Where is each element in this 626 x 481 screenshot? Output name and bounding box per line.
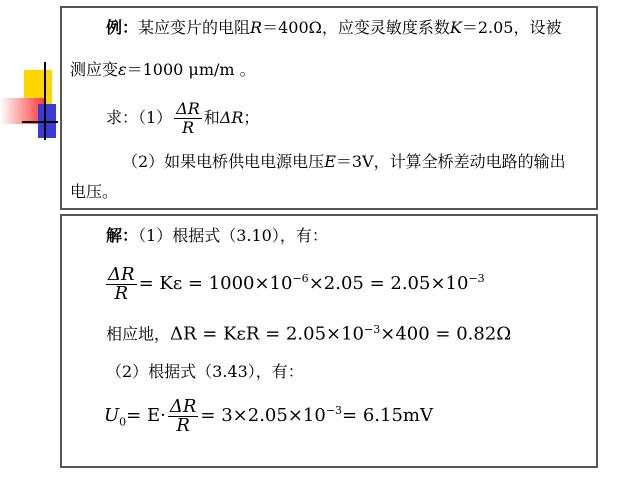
fraction-denominator: R bbox=[181, 118, 195, 137]
problem-text: 测应变 bbox=[70, 60, 119, 79]
deco-horizontal-line bbox=[22, 121, 58, 123]
fraction-denominator: R bbox=[114, 282, 129, 304]
fraction-dR-R bbox=[168, 395, 199, 436]
exponent: −6 bbox=[292, 272, 309, 285]
problem-text: （2）如果电桥供电电源电压 bbox=[122, 152, 325, 171]
fraction-numerator: ΔR bbox=[176, 99, 200, 118]
solution-text: （2）根据式（3.43），有： bbox=[106, 362, 304, 381]
var-epsilon: ε bbox=[118, 60, 127, 79]
equation-text: ×2.05 = 2.05×10 bbox=[308, 273, 469, 294]
solution-text: （1）根据式（3.10），有： bbox=[138, 226, 328, 245]
problem-text: 和 bbox=[203, 108, 220, 127]
var-R: R bbox=[250, 18, 263, 37]
fraction-denominator: R bbox=[176, 414, 190, 436]
var-dR: ΔR bbox=[219, 108, 244, 127]
equation-text: = 3×2.05×10 bbox=[200, 405, 326, 426]
problem-line-2 bbox=[70, 60, 256, 80]
var-K: K bbox=[449, 18, 462, 37]
problem-line-5 bbox=[70, 182, 118, 202]
problem-text: 某应变片的电阻 bbox=[138, 18, 251, 37]
equation-1 bbox=[104, 254, 485, 309]
equation-text: ΔR = KεR = 2.05×10 bbox=[170, 323, 365, 345]
solution-label: 解： bbox=[106, 226, 139, 245]
problem-text: 求：（1） bbox=[106, 108, 173, 127]
problem-line-4 bbox=[122, 152, 566, 172]
solution-line-1 bbox=[106, 226, 328, 246]
equation-text: = 6.15mV bbox=[342, 405, 433, 426]
deco-vertical-line bbox=[44, 62, 46, 140]
var-U: U bbox=[104, 405, 120, 426]
subscript: 0 bbox=[119, 415, 127, 429]
equation-text: = Kε = 1000×10 bbox=[138, 273, 293, 294]
problem-box bbox=[60, 6, 598, 210]
fraction-numerator: ΔR bbox=[169, 395, 197, 417]
equation-2 bbox=[104, 386, 433, 448]
fraction-dR-R bbox=[174, 100, 202, 137]
fraction-dR-R bbox=[106, 263, 137, 304]
problem-text: 电压。 bbox=[70, 182, 119, 201]
exponent: −3 bbox=[325, 404, 343, 417]
problem-text: ＝1000 μm/m 。 bbox=[126, 60, 256, 79]
problem-text: ； bbox=[243, 108, 260, 127]
equation-text: ×400 = 0.82Ω bbox=[380, 323, 512, 345]
problem-text: ＝400Ω，应变灵敏度系数 bbox=[262, 18, 450, 37]
problem-text: ＝3V，计算全桥差动电路的输出 bbox=[335, 152, 566, 171]
problem-line-3 bbox=[106, 96, 259, 140]
exponent: −3 bbox=[468, 272, 485, 285]
var-E: E bbox=[324, 152, 336, 171]
solution-box bbox=[60, 214, 598, 468]
solution-line-3 bbox=[106, 320, 511, 344]
example-label: 例： bbox=[106, 18, 139, 37]
solution-text: 相应地， bbox=[106, 324, 171, 344]
fraction-numerator: ΔR bbox=[108, 263, 135, 285]
equation-text: = E· bbox=[126, 405, 166, 426]
problem-text: ＝2.05，设被 bbox=[461, 18, 562, 37]
problem-line-1 bbox=[106, 18, 561, 38]
exponent: −3 bbox=[364, 323, 381, 336]
solution-line-4 bbox=[106, 362, 304, 382]
